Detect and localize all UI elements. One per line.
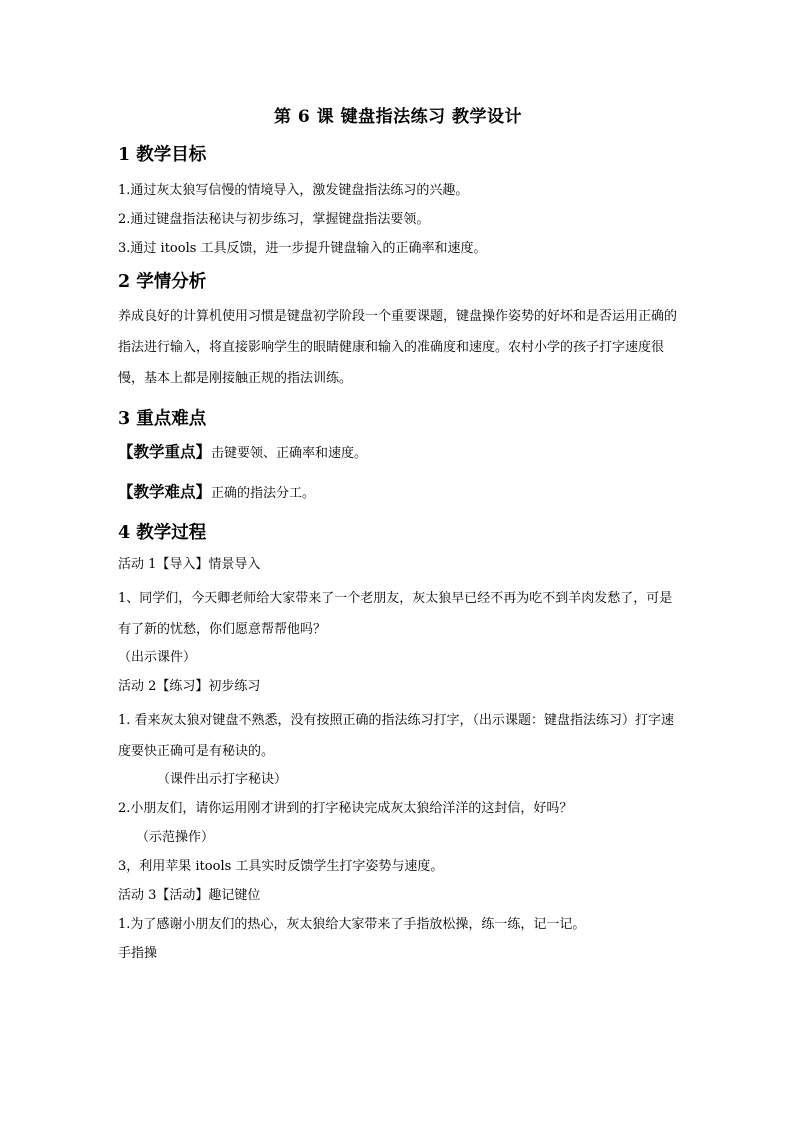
- section-heading-process: 4 教学过程: [118, 523, 207, 543]
- activity-3-paragraph-1: 1.为了感谢小朋友们的热心，灰太狼给大家带来了手指放松操，练一练，记一记。: [118, 917, 586, 932]
- activity-3-paragraph-2: 手指操: [118, 946, 158, 961]
- analysis-paragraph: 养成良好的计算机使用习惯是键盘初学阶段一个重要课题，键盘操作姿势的好坏和是否运用正确的指法进行输入，将直接影响学生的眼睛健康和输入的准确度和速度。农村小学的孩子打字速度很慢，基本上都是刚接触正规的指法训练。: [118, 309, 678, 386]
- activity-1-paragraph-1: 1、同学们，今天卿老师给大家带来了一个老朋友，灰太狼早已经不再为吃不到羊肉发愁了，可是有了新的忧愁，你们愿意帮帮他吗？: [118, 591, 673, 637]
- section-heading-key-points: 3 重点难点: [118, 409, 207, 429]
- activity-2-paragraph-5: 3，利用苹果 itools 工具实时反馈学生打字姿势与速度。: [118, 859, 444, 874]
- activity-1-title: 活动 1【导入】情景导入: [118, 557, 261, 572]
- activity-2-paragraph-1: 1. 看来灰太狼对键盘不熟悉，没有按照正确的指法练习打字，（出示课题：键盘指法练习）打字速度要快正确可是有秘诀的。: [118, 713, 675, 759]
- objective-item-3: 3.通过 itools 工具反馈，进一步提升键盘输入的正确率和速度。: [118, 241, 487, 256]
- key-point-line: [118, 440, 678, 466]
- activity-2-paragraph-3: 2.小朋友们，请你运用刚才讲到的打字秘诀完成灰太狼给洋洋的这封信，好吗？: [118, 801, 573, 816]
- key-point-text: 击键要领、正确率和速度。: [211, 446, 368, 461]
- objective-item-2: 2.通过键盘指法秘诀与初步练习，掌握键盘指法要领。: [118, 212, 430, 227]
- activity-2-paragraph-4: （示范操作）: [136, 830, 215, 845]
- objective-item-1: 1.通过灰太狼写信慢的情境导入，激发键盘指法练习的兴趣。: [118, 183, 469, 198]
- activity-3-title: 活动 3【活动】趣记键位: [118, 888, 261, 903]
- activity-2-title: 活动 2【练习】初步练习: [118, 679, 261, 694]
- section-heading-analysis: 2 学情分析: [118, 272, 207, 292]
- document-title: 第 6 课 键盘指法练习 教学设计: [273, 107, 522, 127]
- difficulty-text: 正确的指法分工。: [211, 486, 316, 501]
- difficulty-line: [118, 480, 678, 506]
- section-heading-objectives: 1 教学目标: [118, 145, 207, 165]
- key-point-label: 【教学重点】: [118, 442, 212, 461]
- activity-1-paragraph-2: （出示课件）: [118, 650, 197, 665]
- document-body: [118, 106, 678, 972]
- activity-2-paragraph-2: （课件出示打字秘诀）: [157, 772, 288, 787]
- difficulty-label: 【教学难点】: [118, 482, 212, 501]
